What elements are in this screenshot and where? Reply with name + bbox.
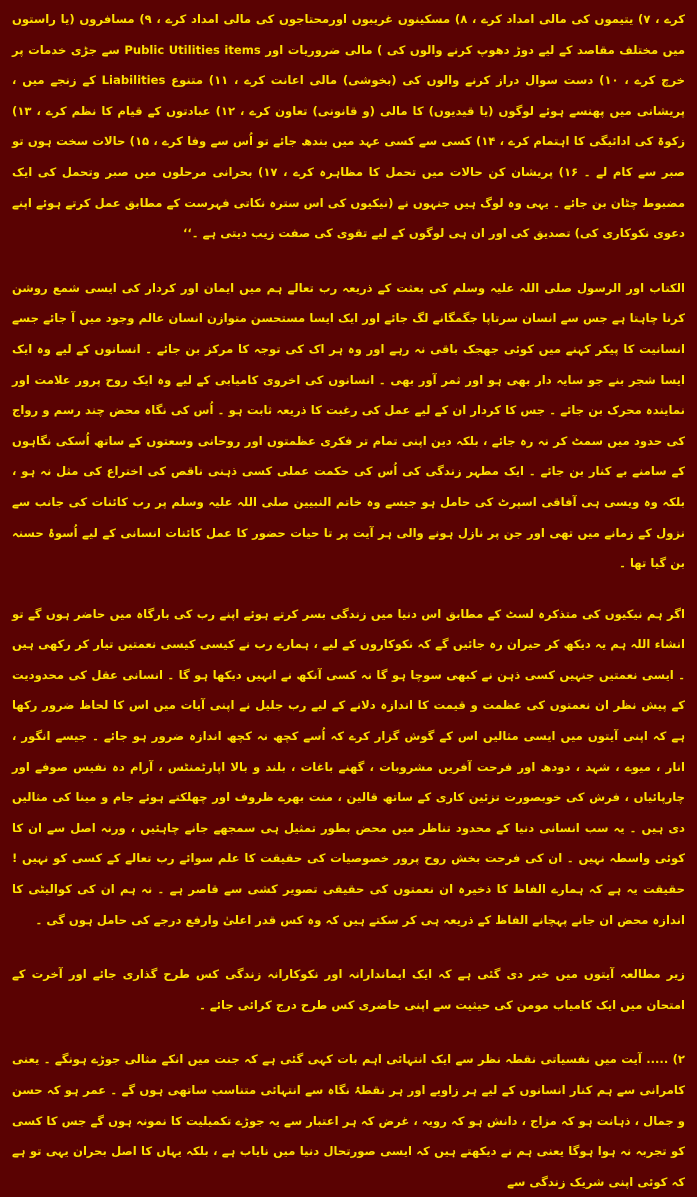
paragraph-gap [12,249,685,273]
paragraph-gap [12,579,685,599]
paragraph-gap [12,1020,685,1044]
paragraph-prophethood: الکتاب اور الرسول صلی اللہ علیہ وسلم کی بعثت کے ذریعہ رب تعالے ہم میں ایمان اور کردار کی ایسی شمع روشن کرنا چاہتا ہے جس سے انسان سرتاپا جگمگانے لگ جائے اور ایک ایسا مستحسن متوازن انسان عالم وجود میں آ جائے جسے انسانیت کا پیکر کہنے میں کوئی جھجک باقی نہ رہے اور وہ ہر اک کی توجہ کا مرکز بن جائے ۔ انسانوں کے لیے وہ ایک ایسا شجر بنے جو سایہ دار بھی ہو اور ثمر آور بھی ۔ انسانوں کی اخروی کامیابی کے لیے وہ ایک روح پرور علامت اور نمایندہ محرک بن جائے ۔ جس کا کردار ان کے لیے عمل کی رغبت کا ذریعہ ثابت ہو ۔ اُس کی نگاہ محض چند رسم و رواج کی حدود میں سمٹ کر نہ رہ جائے ، بلکہ دین اپنی تمام تر فکری عظمتوں اور روحانی وسعتوں کے ساتھ اُسکی نگاہوں کے سامنے بے کنار بن جائے ۔ ایک مطہر زندگی کی اُس کی حکمت عملی کسی ذہنی ناقص کی اختراع کی مثل نہ ہو ، بلکہ وہ ویسی ہی آفاقی اسپرٹ کی حامل ہو جیسے وہ خاتم النبیین صلی اللہ علیہ وسلم پر رب کائنات کی جانب سے نزول کے زمانے میں تھی اور جن پر نازل ہونے والی ہر آیت پر تا حیات حضور کا عمل کائنات انسانی کے لیے اُسوۂ حسنہ بن گیا تھا ۔ [12,280,685,571]
paragraph-rewards: اگر ہم نیکیوں کی متذکرہ لسٹ کے مطابق اس دنیا میں زندگی بسر کرتے ہوئے اپنے رب کی بارگاہ میں حاضر ہوں گے تو انشاء اللہ ہم یہ دیکھ کر حیران رہ جائیں گے کہ نکوکاروں کے لیے ، ہمارے رب نے کیسی کیسی نعمتیں تیار کر رکھی ہیں ۔ ایسی نعمتیں جنہیں کسی ذہن نے کبھی سوچا ہو گا نہ کسی آنکھ نے انہیں دیکھا ہو گا ۔ انسانی عقل کی محدودیت کے پیش نظر ان نعمتوں کی عظمت و قیمت کا اندازہ دلانے کے لیے رب جلیل نے اپنی آیات میں اس کا لحاظ ضرور رکھا ہے کہ اپنی آیتوں میں ایسی مثالیں اس کے گوش گزار کرے کہ اُسے کچھ نہ کچھ اندازہ ضرور ہو جائے ۔ جیسے انگور ، انار ، میوے ، شہد ، دودھ اور فرحت آفریں مشروبات ، گھنے باغات ، بلند و بالا اپارٹمنٹس ، آرام دہ نفیس صوفے اور چارپائیاں ، فرش کی خوبصورت تزئین کاری کے ساتھ قالین ، منت بھرے ظروف اور چھلکتے ہوئے جام و مینا کی مثالیں دی ہیں ۔ یہ سب انسانی دنیا کے محدود تناظر میں محض بطور تمثیل ہی سمجھے جانے چاہئیں ، ورنہ اصل سے ان کا کوئی واسطہ نہیں ۔ ان کی فرحت بخش روح پرور خصوصیات کی حقیقت کا علم سوائے رب تعالے کے کسی کو نہیں ! حقیقت یہ ہے کہ ہمارے الفاظ کا ذخیرہ ان نعمتوں کی حقیقی تصویر کشی سے قاصر ہے ۔ نہ ہم ان کی کوالیٹی کا اندازہ محض ان جانے پہچانے الفاظ کے ذریعہ ہی کر سکتے ہیں کہ وہ کس قدر اعلیٰ وارفع درجے کی حامل ہوں گی ۔ [12,606,685,927]
paragraph-virtues-list: کرے ، ۷) یتیموں کی مالی امداد کرے ، ۸) مسکینوں غریبوں اورمحتاجوں کی مالی امداد کرے ، ۹) مسافروں (یا راستوں میں مختلف مقاصد کے لیے دوڑ دھوپ کرنے والوں کی ) مالی ضروریات اور Public Utilities items سے جڑی خدمات پر خرچ کرے ، ۱۰) دست سوال دراز کرنے والوں کی (بخوشی) مالی اعانت کرے ، ۱۱) متنوع Liabilities کے زنجے میں ، پریشانی میں پھنسے ہوئے لوگوں (یا قیدیوں) کا مالی (و قانونی) تعاون کرے ، ۱۲) عبادتوں کے قیام کا نظم کرے ، ۱۳) زکوۃ کی ادائیگی کا اہتمام کرے ، ۱۴) کسی سے کسی عہد میں بندھ جائے تو اُس سے وفا کرے ، ۱۵) حالات سخت ہوں تو صبر سے کام لے ۔ ۱۶) پریشان کن حالات میں تحمل کا مظاہرہ کرے ، ۱۷) بحرانی مرحلوں میں صبر وتحمل کی ایک مضبوط چٹان بن جائے ۔ یہی وہ لوگ ہیں جنہوں نے (نیکیوں کی اس سترہ نکاتی فہرست کے مطابق عمل کرتے ہوئے اپنے دعوی نکوکاری کی) تصدیق کی اور ان ہی لوگوں کے لیے تقوی کی صفت زیب دیتی ہے ۔‘‘ [12,12,686,241]
paragraph-point-two: ۲) ..... آیت میں نفسیاتی نقطہ نظر سے ایک انتہائی اہم بات کہی گئی ہے کہ جنت میں انکے مثالی جوڑے ہونگے ۔ یعنی کامرانی سے ہم کنار انسانوں کے لیے ہر زاویے اور ہر نقطۂ نگاہ سے انتہائی متناسب ساتھی ہوں گے ۔ عمر ہو کہ حسن و جمال ، ذہانت ہو کہ مزاج ، دانش ہو کہ رویہ ، غرض کہ ہر اعتبار سے یہ جوڑے تکمیلیت کا نمونہ ہوں گے جس کا کسی کو تجربہ نہ ہوا ہوگا یعنی ہم نے دیکھتے ہیں کہ ایسی صورتحال دنیا میں نایاب ہے ، بلکہ یہاں کا اصل بحران یہی تو ہے کہ کوئی اپنی شریک زندگی سے [12,1052,685,1189]
paragraph-gap [12,935,685,959]
paragraph-study-summary: زیر مطالعہ آیتوں میں خبر دی گئی ہے کہ ایک ایماندارانہ اور نکوکارانہ زندگی کس طرح گذاری جائے اور آخرت کے امتحان میں ایک کامیاب مومن کی حیثیت سے اپنی حاضری کس طرح درج کرائی جائے ۔ [12,967,685,1012]
